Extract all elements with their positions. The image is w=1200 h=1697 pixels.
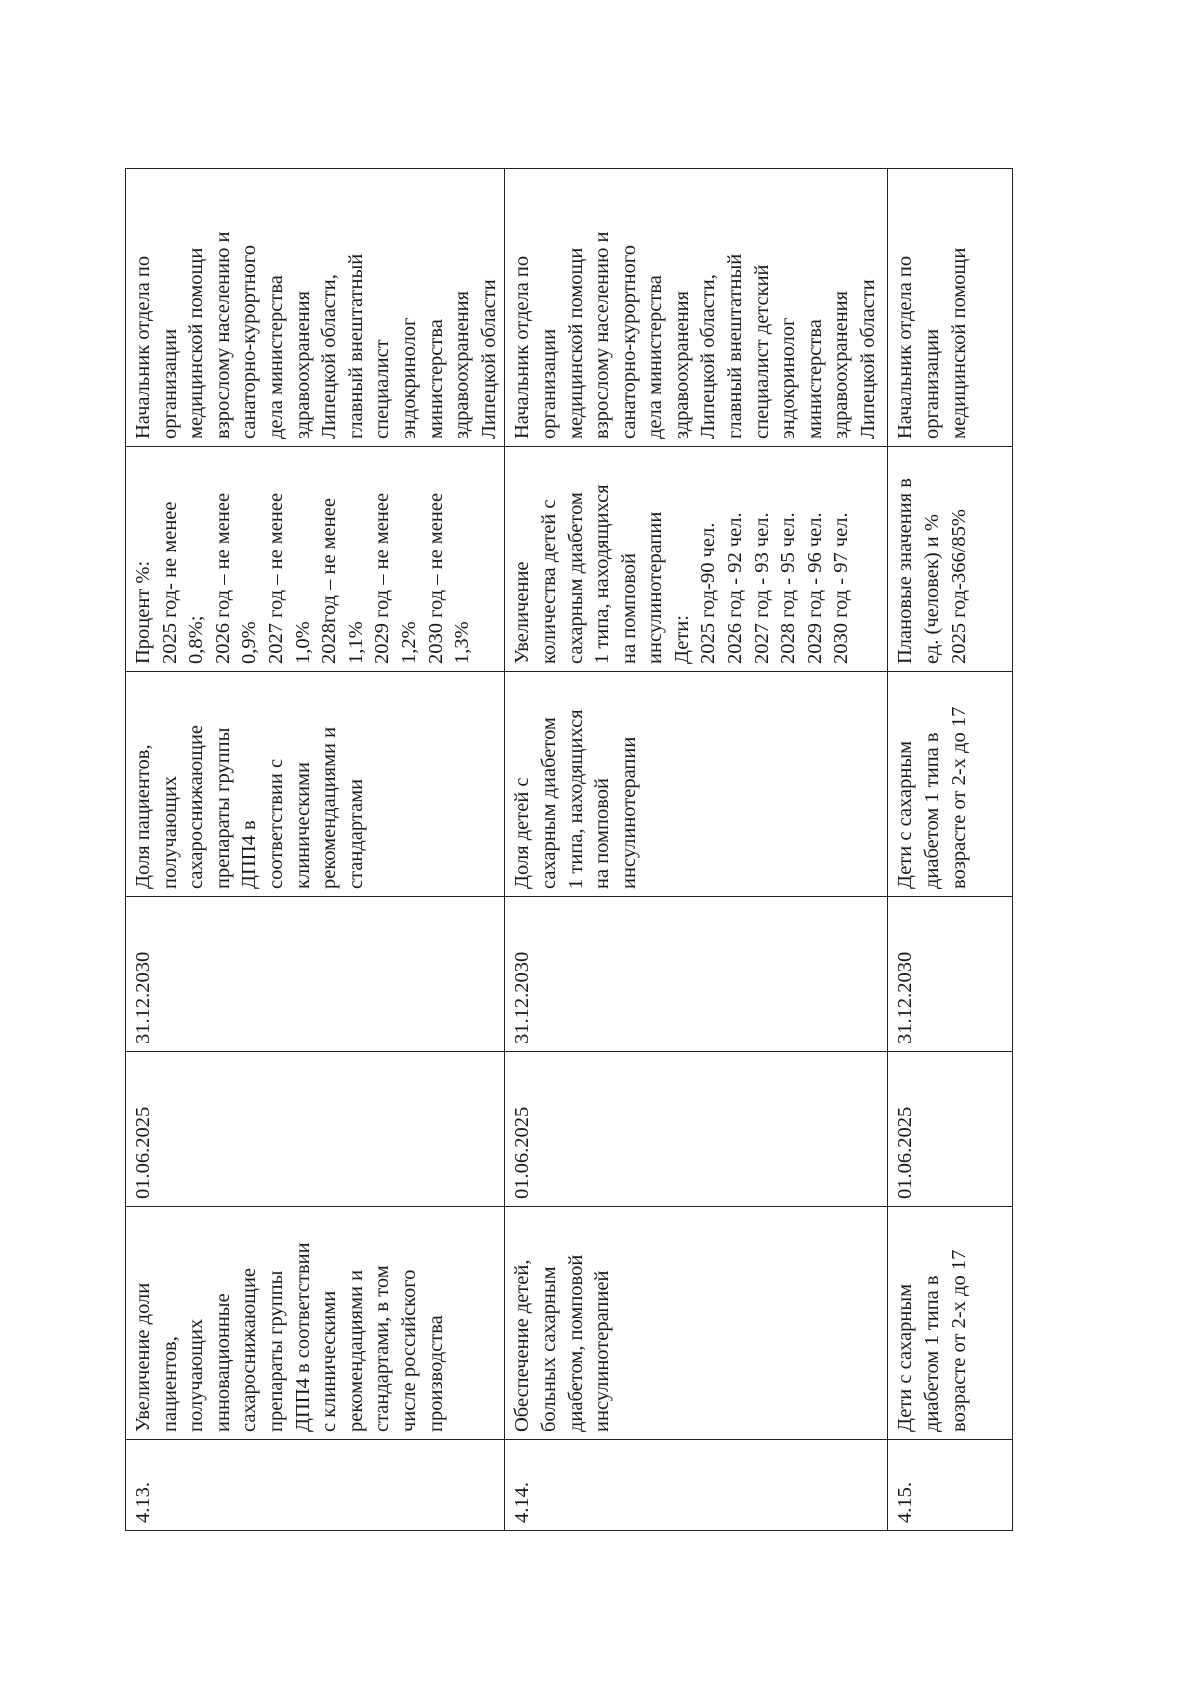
event-cell: Дети с сахарным диабетом 1 типа в возрасте от 2-х до 17	[888, 1207, 1013, 1440]
row-number-cell: 4.15.	[888, 1440, 1013, 1531]
responsible-cell: Начальник отдела по организации медицинской помощи взрослому населению и санаторно-курортного дела министерства здравоохранения Липецкой области, главный внештатный специалист эндокринолог министерства здравоохранения Липецкой области	[126, 169, 505, 447]
table-row	[505, 169, 888, 1531]
table-row	[126, 169, 505, 1531]
target-values-cell: Увеличение количества детей с сахарным диабетом 1 типа, находящихся на помповой инсулинотерапии Дети: 2025 год-90 чел. 2026 год - 92 чел. 2027 год - 93 чел. 2028 год - 95 чел. 2029 год - 96 чел. 2030 год - 97 чел.	[505, 447, 888, 672]
event-cell: Увеличение доли пациентов, получающих инновационные сахароснижающие препараты группы ДПП4 в соответствии с клиническими рекомендациями и стандартами, в том числе российского производства	[126, 1207, 505, 1440]
end-date-cell: 31.12.2030	[126, 897, 505, 1052]
action-plan-table	[125, 168, 1013, 1531]
table-row	[888, 169, 1013, 1531]
indicator-cell: Доля пациентов, получающих сахароснижающие препараты группы ДПП4 в соответствии с клиническими рекомендациями и стандартами	[126, 672, 505, 897]
row-number-cell: 4.13.	[126, 1440, 505, 1531]
rotated-table-container	[125, 169, 997, 1531]
event-cell: Обеспечение детей, больных сахарным диабетом, помповой инсулинотерапией	[505, 1207, 888, 1440]
responsible-cell: Начальник отдела по организации медицинской помощи	[888, 169, 1013, 447]
end-date-cell: 31.12.2030	[888, 897, 1013, 1052]
start-date-cell: 01.06.2025	[126, 1052, 505, 1207]
target-values-cell: Плановые значения в ед. (человек) и % 2025 год-366/85%	[888, 447, 1013, 672]
target-values-cell: Процент %: 2025 год- не менее 0,8%; 2026 год – не менее 0,9% 2027 год – не менее 1,0% 2028год – не менее 1,1% 2029 год – не менее 1,2% 2030 год – не менее 1,3%	[126, 447, 505, 672]
responsible-cell: Начальник отдела по организации медицинской помощи взрослому населению и санаторно-курортного дела министерства здравоохранения Липецкой области, главный внештатный специалист детский эндокринолог министерства здравоохранения Липецкой области	[505, 169, 888, 447]
indicator-cell: Дети с сахарным диабетом 1 типа в возрасте от 2-х до 17	[888, 672, 1013, 897]
row-number-cell: 4.14.	[505, 1440, 888, 1531]
start-date-cell: 01.06.2025	[888, 1052, 1013, 1207]
start-date-cell: 01.06.2025	[505, 1052, 888, 1207]
indicator-cell: Доля детей с сахарным диабетом 1 типа, находящихся на помповой инсулинотерапии	[505, 672, 888, 897]
end-date-cell: 31.12.2030	[505, 897, 888, 1052]
